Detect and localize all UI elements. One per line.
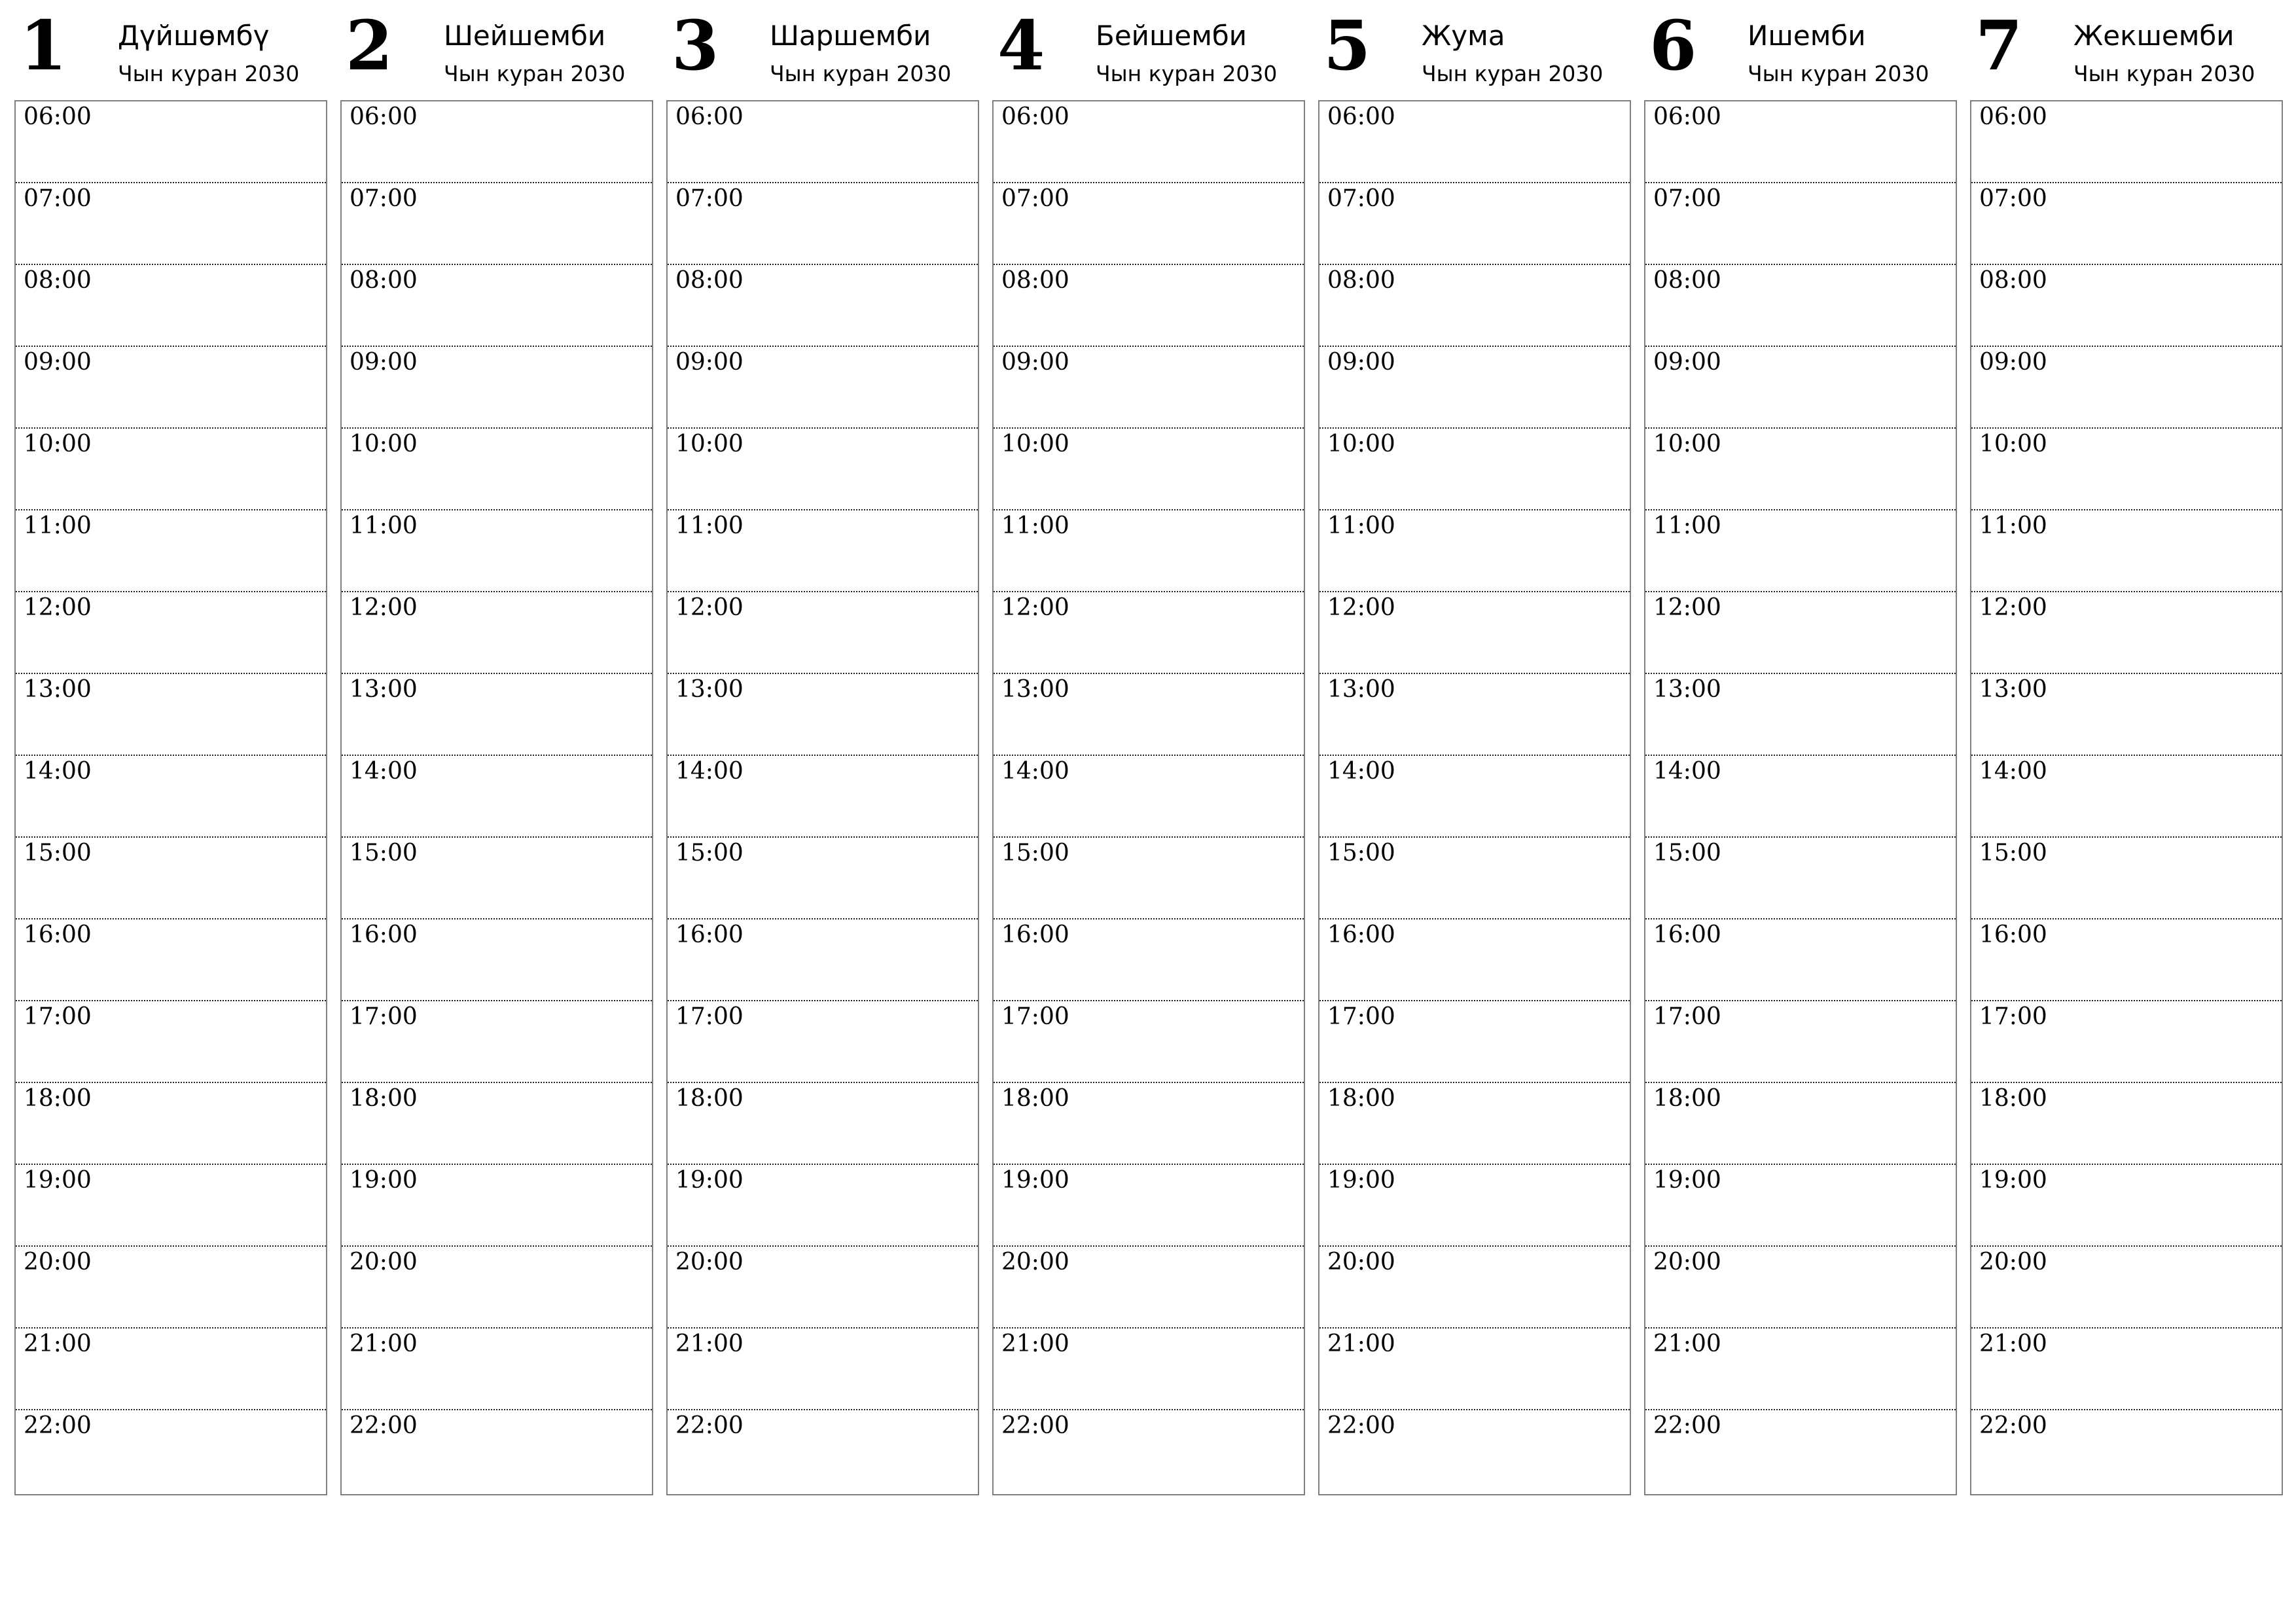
time-slot[interactable] <box>994 1001 1304 1083</box>
time-label: 06:00 <box>1979 103 2047 130</box>
time-slot[interactable] <box>1645 1329 1956 1410</box>
time-label: 07:00 <box>1327 185 1395 212</box>
time-slot[interactable] <box>1645 1410 1956 1494</box>
day-header <box>666 0 979 100</box>
time-label: 11:00 <box>24 512 92 539</box>
time-label: 15:00 <box>1979 840 2047 866</box>
time-label: 20:00 <box>350 1249 418 1275</box>
time-slot[interactable] <box>1645 756 1956 838</box>
time-label: 14:00 <box>24 758 92 785</box>
time-slot[interactable] <box>1971 101 2282 183</box>
time-label: 13:00 <box>1979 676 2047 703</box>
time-label: 14:00 <box>1653 758 1721 785</box>
day-column <box>992 0 1305 1439</box>
time-label: 22:00 <box>1327 1412 1395 1439</box>
time-slot[interactable] <box>1319 1410 1630 1494</box>
time-label: 16:00 <box>24 921 92 948</box>
time-slot[interactable] <box>994 347 1304 429</box>
time-slot[interactable] <box>342 756 652 838</box>
time-label: 20:00 <box>1979 1249 2047 1275</box>
schedule-box <box>666 100 979 1495</box>
time-slot[interactable] <box>16 838 326 919</box>
day-header <box>14 0 327 100</box>
time-slot[interactable] <box>342 1410 652 1494</box>
time-slot[interactable] <box>1319 756 1630 838</box>
time-label: 14:00 <box>675 758 744 785</box>
time-slot[interactable] <box>342 1165 652 1247</box>
month-year-label: Чын куран 2030 <box>1422 61 1604 86</box>
time-slot[interactable] <box>342 1329 652 1410</box>
time-label: 10:00 <box>1001 431 1069 457</box>
time-slot[interactable] <box>1319 1083 1630 1165</box>
time-slot[interactable] <box>1645 919 1956 1001</box>
time-slot[interactable] <box>1645 265 1956 347</box>
time-slot[interactable] <box>16 1247 326 1329</box>
time-label: 10:00 <box>350 431 418 457</box>
day-number: 5 <box>1323 5 1371 86</box>
time-slot[interactable] <box>668 183 978 265</box>
time-label: 15:00 <box>1001 840 1069 866</box>
time-slot[interactable] <box>1971 510 2282 592</box>
time-slot[interactable] <box>994 429 1304 510</box>
time-slot[interactable] <box>668 1410 978 1494</box>
time-label: 19:00 <box>1001 1167 1069 1194</box>
time-label: 11:00 <box>350 512 418 539</box>
time-slot[interactable] <box>1645 183 1956 265</box>
time-slot[interactable] <box>342 919 652 1001</box>
time-label: 13:00 <box>1001 676 1069 703</box>
time-slot[interactable] <box>1971 183 2282 265</box>
time-label: 09:00 <box>1327 349 1395 376</box>
time-label: 06:00 <box>24 103 92 130</box>
day-column <box>1644 0 1957 1439</box>
time-slot[interactable] <box>16 183 326 265</box>
day-header <box>1318 0 1631 100</box>
day-name: Шейшемби <box>444 20 606 52</box>
day-header <box>1970 0 2283 100</box>
time-slot[interactable] <box>994 838 1304 919</box>
day-number: 3 <box>672 5 719 86</box>
time-label: 13:00 <box>675 676 744 703</box>
time-slot[interactable] <box>668 101 978 183</box>
time-slot[interactable] <box>994 756 1304 838</box>
time-label: 15:00 <box>350 840 418 866</box>
time-label: 08:00 <box>1653 267 1721 294</box>
time-label: 17:00 <box>1001 1003 1069 1030</box>
time-label: 19:00 <box>1327 1167 1395 1194</box>
time-slot[interactable] <box>668 1083 978 1165</box>
time-label: 20:00 <box>24 1249 92 1275</box>
time-label: 21:00 <box>350 1330 418 1357</box>
day-number: 2 <box>346 5 393 86</box>
time-label: 17:00 <box>675 1003 744 1030</box>
time-label: 06:00 <box>1001 103 1069 130</box>
time-label: 08:00 <box>350 267 418 294</box>
time-slot[interactable] <box>342 265 652 347</box>
time-slot[interactable] <box>668 674 978 756</box>
time-label: 18:00 <box>1001 1085 1069 1112</box>
time-slot[interactable] <box>1645 1247 1956 1329</box>
time-slot[interactable] <box>1319 1165 1630 1247</box>
time-slot[interactable] <box>1645 838 1956 919</box>
time-slot[interactable] <box>668 838 978 919</box>
time-slot[interactable] <box>1971 1001 2282 1083</box>
time-slot[interactable] <box>1319 1247 1630 1329</box>
time-slot[interactable] <box>994 265 1304 347</box>
time-label: 19:00 <box>24 1167 92 1194</box>
time-label: 08:00 <box>1327 267 1395 294</box>
time-slot[interactable] <box>16 1410 326 1494</box>
time-label: 09:00 <box>1001 349 1069 376</box>
time-label: 15:00 <box>1327 840 1395 866</box>
time-slot[interactable] <box>1319 674 1630 756</box>
time-label: 17:00 <box>1327 1003 1395 1030</box>
time-label: 13:00 <box>1327 676 1395 703</box>
time-label: 08:00 <box>1979 267 2047 294</box>
day-column <box>1318 0 1631 1439</box>
month-year-label: Чын куран 2030 <box>444 61 626 86</box>
time-label: 10:00 <box>675 431 744 457</box>
time-slot[interactable] <box>16 919 326 1001</box>
time-label: 12:00 <box>1979 594 2047 621</box>
schedule-box <box>340 100 653 1495</box>
time-label: 07:00 <box>1653 185 1721 212</box>
time-label: 07:00 <box>24 185 92 212</box>
time-label: 06:00 <box>675 103 744 130</box>
time-slot[interactable] <box>16 1001 326 1083</box>
time-slot[interactable] <box>1319 592 1630 674</box>
time-label: 18:00 <box>1653 1085 1721 1112</box>
time-slot[interactable] <box>668 919 978 1001</box>
time-slot[interactable] <box>16 1083 326 1165</box>
time-slot[interactable] <box>1319 183 1630 265</box>
time-label: 19:00 <box>350 1167 418 1194</box>
time-label: 10:00 <box>24 431 92 457</box>
time-label: 12:00 <box>1653 594 1721 621</box>
time-label: 22:00 <box>1979 1412 2047 1439</box>
time-slot[interactable] <box>342 347 652 429</box>
time-label: 17:00 <box>350 1003 418 1030</box>
time-slot[interactable] <box>1319 347 1630 429</box>
time-slot[interactable] <box>994 919 1304 1001</box>
time-slot[interactable] <box>16 429 326 510</box>
day-column <box>14 0 327 1439</box>
time-slot[interactable] <box>16 1165 326 1247</box>
time-slot[interactable] <box>1319 265 1630 347</box>
day-header <box>1644 0 1957 100</box>
time-slot[interactable] <box>1319 919 1630 1001</box>
day-name: Бейшемби <box>1096 20 1247 52</box>
time-label: 18:00 <box>1979 1085 2047 1112</box>
time-slot[interactable] <box>668 1247 978 1329</box>
time-label: 09:00 <box>350 349 418 376</box>
time-slot[interactable] <box>1971 347 2282 429</box>
time-label: 18:00 <box>675 1085 744 1112</box>
time-slot[interactable] <box>1319 429 1630 510</box>
time-slot[interactable] <box>1645 1083 1956 1165</box>
time-label: 16:00 <box>1001 921 1069 948</box>
time-label: 07:00 <box>1979 185 2047 212</box>
time-label: 08:00 <box>1001 267 1069 294</box>
time-label: 15:00 <box>675 840 744 866</box>
time-label: 21:00 <box>675 1330 744 1357</box>
time-slot[interactable] <box>1319 510 1630 592</box>
time-slot[interactable] <box>668 1001 978 1083</box>
time-slot[interactable] <box>668 265 978 347</box>
time-slot[interactable] <box>1971 592 2282 674</box>
time-slot[interactable] <box>1971 265 2282 347</box>
time-label: 18:00 <box>1327 1085 1395 1112</box>
time-slot[interactable] <box>1645 592 1956 674</box>
time-label: 12:00 <box>1001 594 1069 621</box>
schedule-box <box>1644 100 1957 1495</box>
time-slot[interactable] <box>1971 1083 2282 1165</box>
time-label: 11:00 <box>675 512 744 539</box>
time-slot[interactable] <box>1319 1329 1630 1410</box>
time-slot[interactable] <box>994 1247 1304 1329</box>
time-slot[interactable] <box>668 756 978 838</box>
time-label: 20:00 <box>1653 1249 1721 1275</box>
time-slot[interactable] <box>994 592 1304 674</box>
time-label: 12:00 <box>675 594 744 621</box>
day-number: 7 <box>1975 5 2023 86</box>
time-slot[interactable] <box>994 1329 1304 1410</box>
time-label: 07:00 <box>1001 185 1069 212</box>
time-slot[interactable] <box>994 101 1304 183</box>
time-slot[interactable] <box>994 674 1304 756</box>
time-label: 15:00 <box>1653 840 1721 866</box>
schedule-box <box>1318 100 1631 1495</box>
time-slot[interactable] <box>994 1410 1304 1494</box>
time-label: 12:00 <box>24 594 92 621</box>
time-label: 11:00 <box>1001 512 1069 539</box>
time-slot[interactable] <box>1645 101 1956 183</box>
time-slot[interactable] <box>668 592 978 674</box>
day-number: 6 <box>1649 5 1697 86</box>
day-column <box>1970 0 2283 1439</box>
time-label: 16:00 <box>675 921 744 948</box>
time-label: 19:00 <box>1979 1167 2047 1194</box>
time-slot[interactable] <box>1971 429 2282 510</box>
time-slot[interactable] <box>1971 1329 2282 1410</box>
time-slot[interactable] <box>342 674 652 756</box>
time-slot[interactable] <box>668 510 978 592</box>
time-label: 11:00 <box>1327 512 1395 539</box>
time-label: 07:00 <box>675 185 744 212</box>
time-label: 10:00 <box>1653 431 1721 457</box>
time-label: 14:00 <box>350 758 418 785</box>
month-year-label: Чын куран 2030 <box>2073 61 2255 86</box>
schedule-box <box>1970 100 2283 1495</box>
time-slot[interactable] <box>668 429 978 510</box>
time-label: 09:00 <box>675 349 744 376</box>
time-slot[interactable] <box>342 510 652 592</box>
time-slot[interactable] <box>994 1083 1304 1165</box>
time-label: 21:00 <box>1979 1330 2047 1357</box>
time-slot[interactable] <box>994 1165 1304 1247</box>
time-label: 16:00 <box>1327 921 1395 948</box>
time-label: 22:00 <box>24 1412 92 1439</box>
time-label: 13:00 <box>350 676 418 703</box>
time-slot[interactable] <box>1645 1165 1956 1247</box>
time-label: 22:00 <box>1001 1412 1069 1439</box>
day-name: Ишемби <box>1748 20 1866 52</box>
time-slot[interactable] <box>16 674 326 756</box>
time-label: 10:00 <box>1327 431 1395 457</box>
time-label: 21:00 <box>1653 1330 1721 1357</box>
time-slot[interactable] <box>1971 674 2282 756</box>
time-label: 11:00 <box>1653 512 1721 539</box>
time-label: 20:00 <box>1327 1249 1395 1275</box>
time-slot[interactable] <box>16 265 326 347</box>
time-label: 09:00 <box>1653 349 1721 376</box>
time-slot[interactable] <box>342 1083 652 1165</box>
time-label: 13:00 <box>1653 676 1721 703</box>
time-slot[interactable] <box>16 756 326 838</box>
time-label: 18:00 <box>24 1085 92 1112</box>
time-slot[interactable] <box>994 183 1304 265</box>
time-slot[interactable] <box>342 429 652 510</box>
time-label: 06:00 <box>1327 103 1395 130</box>
time-label: 17:00 <box>1979 1003 2047 1030</box>
time-label: 16:00 <box>350 921 418 948</box>
time-label: 07:00 <box>350 185 418 212</box>
time-label: 22:00 <box>675 1412 744 1439</box>
time-label: 22:00 <box>350 1412 418 1439</box>
month-year-label: Чын куран 2030 <box>1748 61 1929 86</box>
time-label: 16:00 <box>1979 921 2047 948</box>
time-label: 13:00 <box>24 676 92 703</box>
time-label: 08:00 <box>675 267 744 294</box>
time-label: 14:00 <box>1001 758 1069 785</box>
time-slot[interactable] <box>1971 756 2282 838</box>
time-slot[interactable] <box>1319 1001 1630 1083</box>
time-slot[interactable] <box>16 510 326 592</box>
time-label: 21:00 <box>1001 1330 1069 1357</box>
time-label: 10:00 <box>1979 431 2047 457</box>
time-slot[interactable] <box>1319 101 1630 183</box>
day-name: Жума <box>1422 20 1505 52</box>
time-slot[interactable] <box>1645 429 1956 510</box>
time-label: 20:00 <box>1001 1249 1069 1275</box>
schedule-box <box>14 100 327 1495</box>
time-slot[interactable] <box>1319 838 1630 919</box>
day-number: 4 <box>997 5 1045 86</box>
time-slot[interactable] <box>342 101 652 183</box>
time-label: 12:00 <box>350 594 418 621</box>
time-label: 09:00 <box>24 349 92 376</box>
time-slot[interactable] <box>1645 674 1956 756</box>
time-slot[interactable] <box>668 1329 978 1410</box>
time-label: 16:00 <box>1653 921 1721 948</box>
time-slot[interactable] <box>668 1165 978 1247</box>
time-slot[interactable] <box>1645 347 1956 429</box>
day-name: Шаршемби <box>770 20 931 52</box>
time-slot[interactable] <box>1645 1001 1956 1083</box>
time-label: 12:00 <box>1327 594 1395 621</box>
time-slot[interactable] <box>16 592 326 674</box>
time-slot[interactable] <box>1971 1247 2282 1329</box>
day-column <box>666 0 979 1439</box>
time-label: 19:00 <box>675 1167 744 1194</box>
time-label: 11:00 <box>1979 512 2047 539</box>
month-year-label: Чын куран 2030 <box>118 61 300 86</box>
time-slot[interactable] <box>668 347 978 429</box>
time-slot[interactable] <box>342 592 652 674</box>
time-label: 19:00 <box>1653 1167 1721 1194</box>
time-label: 06:00 <box>1653 103 1721 130</box>
time-slot[interactable] <box>1971 1165 2282 1247</box>
time-slot[interactable] <box>342 1001 652 1083</box>
month-year-label: Чын куран 2030 <box>1096 61 1278 86</box>
time-label: 17:00 <box>24 1003 92 1030</box>
time-label: 06:00 <box>350 103 418 130</box>
time-label: 18:00 <box>350 1085 418 1112</box>
time-slot[interactable] <box>342 838 652 919</box>
time-slot[interactable] <box>1971 838 2282 919</box>
time-label: 15:00 <box>24 840 92 866</box>
time-label: 22:00 <box>1653 1412 1721 1439</box>
month-year-label: Чын куран 2030 <box>770 61 952 86</box>
time-slot[interactable] <box>16 1329 326 1410</box>
day-number: 1 <box>20 5 67 86</box>
time-label: 21:00 <box>24 1330 92 1357</box>
time-label: 09:00 <box>1979 349 2047 376</box>
time-label: 20:00 <box>675 1249 744 1275</box>
time-slot[interactable] <box>16 347 326 429</box>
time-slot[interactable] <box>16 101 326 183</box>
time-label: 21:00 <box>1327 1330 1395 1357</box>
time-label: 08:00 <box>24 267 92 294</box>
day-header <box>340 0 653 100</box>
time-label: 14:00 <box>1979 758 2047 785</box>
time-slot[interactable] <box>342 1247 652 1329</box>
day-name: Жекшемби <box>2073 20 2234 52</box>
day-header <box>992 0 1305 100</box>
time-slot[interactable] <box>1971 1410 2282 1494</box>
day-name: Дүйшөмбү <box>118 20 270 52</box>
schedule-box <box>992 100 1305 1495</box>
time-label: 17:00 <box>1653 1003 1721 1030</box>
day-column <box>340 0 653 1439</box>
time-slot[interactable] <box>1971 919 2282 1001</box>
time-label: 14:00 <box>1327 758 1395 785</box>
time-slot[interactable] <box>994 510 1304 592</box>
time-slot[interactable] <box>1645 510 1956 592</box>
time-slot[interactable] <box>342 183 652 265</box>
